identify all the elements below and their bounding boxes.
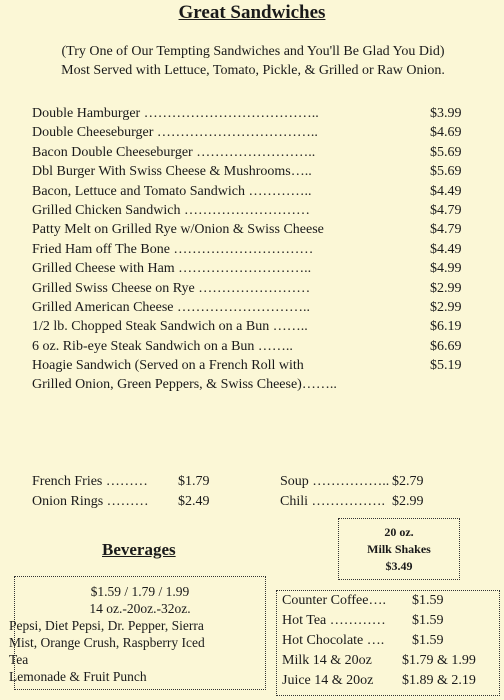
item-name: Grilled Onion, Green Peppers, & Swiss Cheese)…….. (32, 377, 337, 393)
item-price: $4.99 (430, 261, 462, 277)
item-name: Grilled American Cheese ……………………….. (32, 299, 311, 315)
item-price: $5.69 (430, 144, 462, 160)
item-name: Grilled Cheese with Ham ……………………….. (32, 261, 312, 277)
menu-item (280, 492, 480, 512)
item-name: Hoagie Sandwich (Served on a French Roll with (32, 358, 304, 374)
item-name: Hot Chocolate …. (282, 633, 385, 648)
item-name: Bacon, Lettuce and Tomato Sandwich ………….. (32, 183, 312, 199)
hot-drinks-box (276, 590, 500, 696)
item-price: $1.59 (412, 633, 444, 648)
menu-item (282, 631, 499, 651)
item-price: $2.49 (178, 494, 210, 509)
menu-item (32, 220, 492, 239)
menu-item (32, 259, 492, 278)
menu-item (32, 201, 492, 220)
menu-title: Great Sandwiches (178, 2, 326, 23)
item-price: $5.69 (430, 164, 462, 180)
item-name: Grilled Chicken Sandwich ……………………… (32, 202, 311, 218)
item-name: Dbl Burger With Swiss Cheese & Mushrooms….. (32, 164, 312, 180)
milkshake-box (338, 518, 460, 580)
beverages-heading: Beverages (102, 540, 176, 559)
item-name: Double Cheeseburger …………………………….. (32, 125, 318, 141)
item-name: Onion Rings ……… (32, 494, 149, 509)
item-name: Grilled Swiss Cheese on Rye …………………… (32, 280, 311, 296)
item-price: $1.89 & 2.19 (402, 673, 476, 688)
menu-item (32, 123, 492, 142)
item-price: $1.79 (178, 474, 210, 489)
item-name: 6 oz. Rib-eye Steak Sandwich on a Bun …….. (32, 338, 293, 354)
item-price: $4.69 (430, 125, 462, 141)
beverage-list-line: Lemonade & Fruit Punch (9, 669, 147, 684)
milkshake-size: 20 oz. (384, 525, 414, 539)
menu-item (32, 337, 492, 356)
menu-item (32, 317, 492, 336)
menu-item (32, 375, 492, 394)
item-name: Double Hamburger ……………………………….. (32, 106, 319, 121)
menu-intro (18, 42, 488, 80)
item-name: Bacon Double Cheeseburger …………………….. (32, 144, 316, 160)
menu-item (282, 651, 499, 671)
intro-line-1: (Try One of Our Tempting Sandwiches and You'll Be Glad You Did) (61, 44, 445, 59)
item-name: Counter Coffee…. (282, 593, 386, 608)
menu-item (32, 162, 492, 181)
menu-item (282, 671, 499, 691)
beverage-list-line: Pepsi, Diet Pepsi, Dr. Pepper, Sierra (9, 618, 204, 633)
milkshake-label: Milk Shakes (367, 542, 431, 556)
item-name: Soup …………….. (280, 474, 390, 489)
menu-item (32, 240, 492, 259)
menu-item (32, 143, 492, 162)
item-price: $3.99 (430, 106, 462, 121)
menu-item (282, 591, 499, 611)
item-name: 1/2 lb. Chopped Steak Sandwich on a Bun …….. (32, 319, 308, 335)
item-name: Fried Ham off The Bone ………………………… (32, 241, 314, 257)
item-name: Hot Tea ………… (282, 613, 386, 628)
beverage-list-line: Tea (9, 652, 29, 667)
menu-item (32, 298, 492, 317)
item-price: $6.69 (430, 338, 462, 354)
item-price: $2.79 (392, 474, 424, 489)
item-price: $4.49 (430, 183, 462, 199)
item-price: $4.49 (430, 241, 462, 257)
item-price: $4.79 (430, 202, 462, 218)
menu-item (32, 492, 252, 512)
sides-left (32, 472, 252, 512)
beverages-box (9, 576, 266, 690)
item-name: Juice 14 & 20oz (282, 673, 374, 688)
menu-item (32, 356, 492, 375)
item-price: $2.99 (430, 299, 462, 315)
milkshake-price: $3.49 (385, 559, 413, 573)
menu-item (32, 279, 492, 298)
intro-line-2: Most Served with Lettuce, Tomato, Pickle, & Grilled or Raw Onion. (61, 63, 445, 78)
beverage-prices: $1.59 / 1.79 / 1.99 (90, 584, 190, 599)
item-price: $1.59 (412, 613, 444, 628)
item-price: $2.99 (430, 280, 462, 296)
item-price: $1.59 (412, 593, 444, 608)
item-name: Patty Melt on Grilled Rye w/Onion & Swiss Cheese (32, 222, 324, 238)
sides-right (280, 472, 480, 512)
menu-item (282, 611, 499, 631)
menu-item (32, 182, 492, 201)
beverage-list-line: Mist, Orange Crush, Raspberry Iced (9, 635, 205, 650)
menu-item (32, 472, 252, 492)
item-price: $4.79 (430, 222, 462, 238)
item-price: $5.19 (430, 358, 462, 374)
menu-item (280, 472, 480, 492)
sandwich-list (32, 104, 492, 395)
menu-item (32, 104, 492, 123)
item-name: Milk 14 & 20oz (282, 653, 372, 668)
item-name: Chili ……………. (280, 494, 386, 509)
item-price: $1.79 & 1.99 (402, 653, 476, 668)
item-price: $6.19 (430, 319, 462, 335)
beverage-sizes: 14 oz.-20oz.-32oz. (89, 601, 191, 616)
item-name: French Fries ……… (32, 474, 148, 489)
item-price: $2.99 (392, 494, 424, 509)
